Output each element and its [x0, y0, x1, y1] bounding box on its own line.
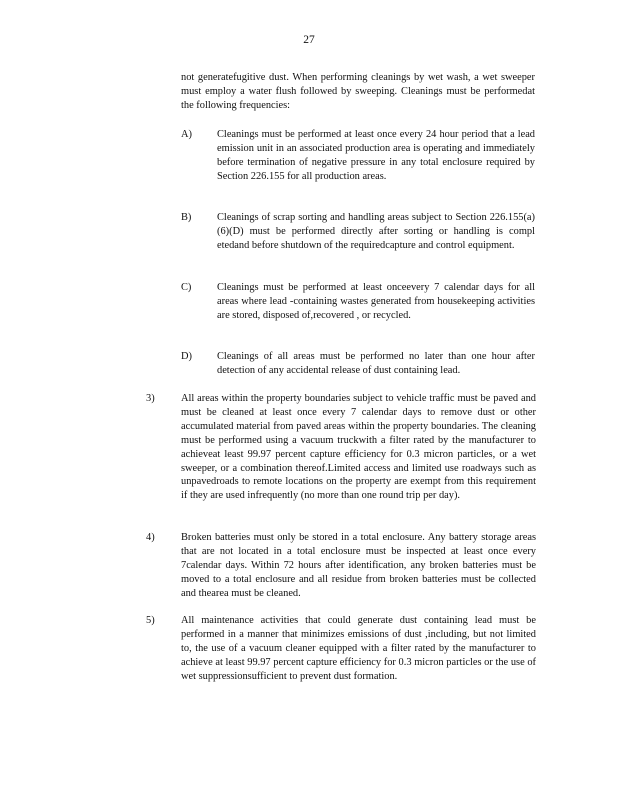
sub-item-b — [181, 211, 535, 253]
sub-item-c — [181, 281, 535, 323]
sub-item-label: C) — [181, 282, 192, 293]
list-item-text: All maintenance activities that could generate dust containing lead must be performed in a manner that minimizes emissions of dust ,including, but not limited to, the use of a vacuum cleaner equipped with a filter rated by the manufacturer to achieve at least 99.97 percent capture efficiency for 0.3 micron particles or the use of wet suppressionsufficient to prevent dust formation. — [181, 615, 536, 682]
list-item-text: All areas within the property boundaries subject to vehicle traffic must be paved and must be cleaned at least once every 7 calendar days to remove dust or other accumulated material from paved areas within the property boundaries. The cleaning must be performed using a vacuum truckwith a filter rated by the manufacturer to achieveat least 99.97 percent capture efficiency for 0.3 micron particles, or a wet sweeper, or a combination thereof.Limited access and limited use roadways such as unpavedroads to remote locations on the property are exempt from this requirement if they are used infrequently (no more than one round trip per day). — [181, 393, 536, 502]
sub-item-text: Cleanings must be performed at least once every 24 hour period that a lead emission unit in an associated production area is operating and immediately before termination of negative pressure in any total enclosure required by Section 226.155 for all production areas. — [217, 129, 535, 182]
sub-item-a — [181, 128, 535, 184]
intro-paragraph: not generatefugitive dust. When performing cleanings by wet wash, a wet sweeper must employ a water flush followed by sweeping. Cleanings must be performedat the following frequencies: — [181, 72, 535, 111]
sub-item-text: Cleanings must be performed at least onceevery 7 calendar days for all areas where lead -containing wastes generated from housekeeping activities are stored, disposed of,recovered , or recycled. — [217, 282, 535, 321]
sub-item-text: Cleanings of all areas must be performed no later than one hour after detection of any accidental release of dust containing lead. — [217, 351, 535, 376]
list-item-label: 5) — [146, 615, 155, 626]
list-item-3 — [146, 392, 536, 503]
sub-item-text: Cleanings of scrap sorting and handling areas subject to Section 226.155(a)(6)(D) must be performed directly after sorting or handling is compl etedand before shutdown of the requiredcapture and control equipment. — [217, 212, 535, 251]
list-item-label: 4) — [146, 532, 155, 543]
list-item-text: Broken batteries must only be stored in a total enclosure. Any battery storage areas that are not located in a total enclosure must be inspected at least once every 7calendar days. Within 72 hours after identification, any broken batteries must be moved to a total enclosure and all residue from broken batteries must be collected and thearea must be cleaned. — [181, 532, 536, 599]
list-item-label: 3) — [146, 393, 155, 404]
sub-item-label: A) — [181, 129, 192, 140]
list-item-5 — [146, 614, 536, 684]
sub-item-label: D) — [181, 351, 192, 362]
sub-item-label: B) — [181, 212, 192, 223]
list-item-4 — [146, 531, 536, 601]
sub-item-d — [181, 350, 535, 378]
page-number: 27 — [303, 34, 315, 46]
